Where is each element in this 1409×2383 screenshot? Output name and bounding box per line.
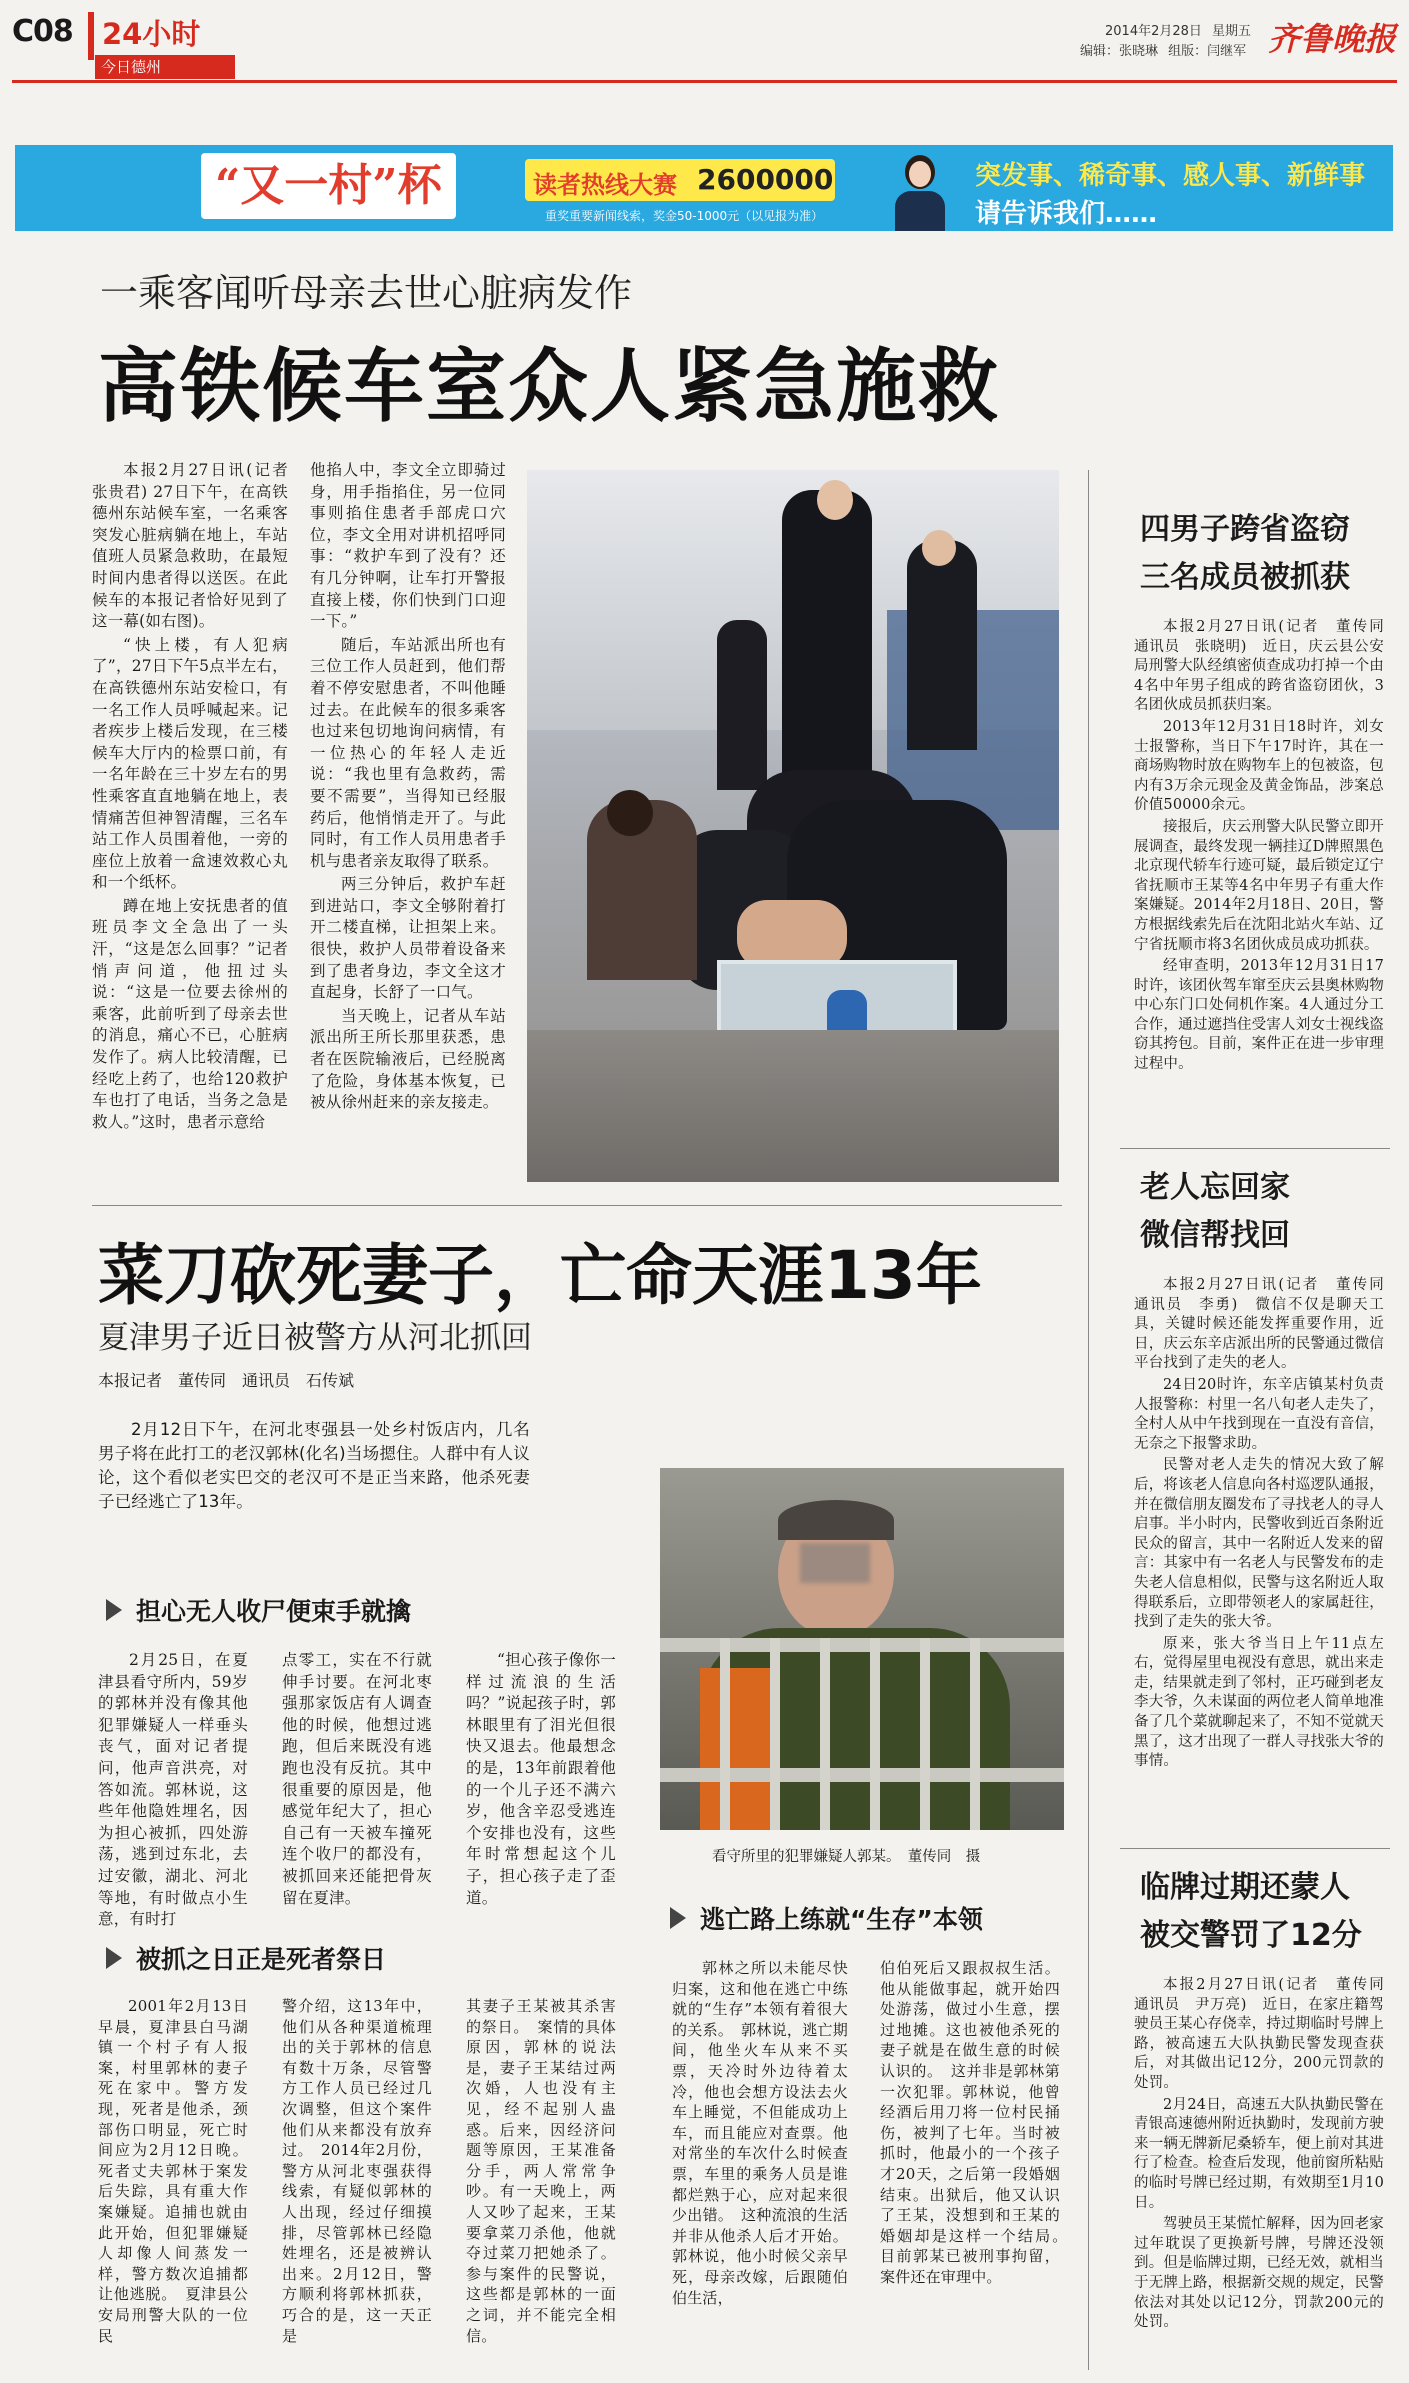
triangle-icon xyxy=(106,1599,122,1621)
header-red-bar xyxy=(88,12,94,60)
brand-logo: 齐鲁晚报 xyxy=(1268,20,1397,58)
article1-paragraph: 两三分钟后，救护车赶到进站口，李文全够附着打开二楼直梯，让担架上来。很快，救护人员带着设备来到了患者身边，李文全这才直起身，长舒了一口气。 xyxy=(310,875,506,1002)
article2-lead xyxy=(98,1418,530,1516)
sub2-column-3 xyxy=(466,1996,616,2348)
sub3-text: 郭林之所以未能尽快归案，这和他在逃亡中练就的“生存”本领有着很大的关系。 郭林说，逃亡期间，他坐火车从来不买票，天冷时外边待着太冷，他也会想方设法去火车上睡觉，不但能成功上车，而且能应对查票。他对常坐的车次什么时候查票，车里的乘务人员是谁都烂熟于心，应对起来很少出错。 这种流浪的生活并非从他杀人后才开始。郭林说，他小时候父亲早死，母亲改嫁，后跟随伯伯生活， xyxy=(672,1959,848,2307)
sidebar-title-line: 临牌过期还蒙人 xyxy=(1140,1870,1350,1905)
article2-top-rule xyxy=(92,1205,1062,1206)
sub1-text: 2月25日，在夏津县看守所内，59岁的郭林并没有像其他犯罪嫌疑人一样垂头丧气，面对记者提问，他声音洪亮，对答如流。郭林说，这些年他隐姓埋名，因为担心被抓，四处游荡，逃到过东北，去过安徽，湖北、河北等地，有时做点小生意，有时打 xyxy=(98,1651,248,1929)
sidebar-paragraph: 原来，张大爷当日上午11点左右，觉得屋里电视没有意思，就出来走走，结果就走到了邻村，正巧碰到老友李大爷，久未谋面的两位老人简单地准备了几个菜就聊起来了，不知不觉就天黑了，这才出现了一群人寻找张大爷的事情。 xyxy=(1134,1635,1384,1770)
header-date xyxy=(1105,20,1251,39)
sidebar-paragraph: 本报2月27日讯(记者 董传同 通讯员 张晓明) 近日，庆云县公安局刑警大队经缜密侦查成功打掉一个由4名中年男子组成的跨省盗窃团伙，3名团伙成员抓获归案。 xyxy=(1134,619,1399,714)
sidebar-title-line: 四男子跨省盗窃 xyxy=(1140,512,1350,547)
sub1-text: “担心孩子像你一样过流浪的生活吗？”说起孩子时，郭林眼里有了泪光但很快又退去。他最想念的是，13年前跟着他的一个儿子还不满六岁，他含辛忍受逃连个安排也没有，这些年时常想起这个儿子，担心孩子走了歪道。 xyxy=(466,1651,616,1907)
subhead-3-text: 逃亡路上练就“生存”本领 xyxy=(700,1905,983,1934)
sub1-column-1 xyxy=(98,1650,248,1933)
editor-text: 编辑：张晓琳 xyxy=(1080,44,1159,59)
sub3-column-2 xyxy=(880,1958,1076,2290)
sidebar-title-line: 微信帮找回 xyxy=(1140,1218,1290,1253)
sidebar-story-3-title xyxy=(1140,1864,1362,1960)
date-text: 2014年2月28日 xyxy=(1105,24,1202,39)
section-title: 24小时 xyxy=(102,17,201,51)
header-rule xyxy=(12,80,1397,83)
article2-lead-text: 2月12日下午，在河北枣强县一处乡村饭店内，几名男子将在此打工的老汉郭林(化名)当场摁住。人群中有人议论，这个看似老实巴交的老汉可不是正当来路，他杀死妻子已经逃亡了13年。 xyxy=(98,1420,530,1511)
subhead-2 xyxy=(106,1940,386,1976)
sub2-text: 其妻子王某被其杀害的祭日。 案情的具体原因，郭林的说法是，妻子王某结过两次婚，人也没有主见，经不起别人蛊惑。后来，因经济问题等原因，王某准备分手，两人常常争吵。有一天晚上，两人又吵了起来，王某要拿菜刀杀他，他就夺过菜刀把她杀了。参与案件的民警说，这些都是郭林的一面之词，并不能完全相信。 xyxy=(466,1997,616,2345)
sidebar-paragraph: 24日20时许，东辛店镇某村负责人报警称：村里一名八旬老人走失了，全村人从中午找到现在一直没有音信，无奈之下报警求助。 xyxy=(1134,1376,1384,1452)
article1-column-2 xyxy=(310,460,506,1116)
banner-hotline-box xyxy=(525,159,835,201)
article1-column-1 xyxy=(92,460,288,1135)
sub1-column-2 xyxy=(282,1650,432,1911)
sidebar-title-line: 老人忘回家 xyxy=(1140,1170,1290,1205)
article1-paragraph: 蹲在地上安抚患者的值班员李文全急出了一头汗，“这是怎么回事？”记者悄声问道，他扭过头说：“这是一位要去徐州的乘客，此前听到了母亲去世的消息，痛心不已，心脏病发作了。病人比较清醒，已经吃上药了，也给120救护车也打了电话，当务之急是救人。”这时，患者示意给 xyxy=(92,896,288,1131)
banner-cup-title: “又一村”杯 xyxy=(201,153,456,219)
sub2-text: 警介绍，这13年中，他们从各种渠道梳理出的关于郭林的信息有数十万条，尽管警方工作人员已经过几次调整，但这个案件他们从来都没有放弃过。 2014年2月份，警方从河北枣强获得线索，有疑似郭林的人出现，经过仔细摸排，尽管郭林已经隐姓埋名，还是被辨认出来。2月12日，警方顺利将郭林抓获，巧合的是，这一天正是 xyxy=(282,1997,432,2345)
article1-paragraph: 本报2月27日讯(记者 张贵君) 27日下午，在高铁德州东站候车室，一名乘客突发心脏病躺在地上，车站值班人员紧急救助，在最短时间内患者得以送医。在此候车的本报记者恰好见到了这一幕(如右图)。 xyxy=(92,461,288,631)
sub1-column-3 xyxy=(466,1650,616,1911)
article1-paragraph: 他掐人中，李文全立即骑过身，用手指掐住，另一位同事则掐住患者手部虎口穴位，李文全用对讲机招呼同事：“救护车到了没有？还有几分钟啊，让车打开警报直接上楼，你们快到门口迎一下。” xyxy=(310,461,506,631)
sidebar-story-3-text xyxy=(1134,1976,1399,2335)
banner-tags: 突发事、稀奇事、感人事、新鲜事 xyxy=(975,161,1366,191)
sidebar-paragraph: 驾驶员王某慌忙解释，因为回老家过年耽误了更换新号牌，号牌还没领到。但是临牌过期，已经无效，就相当于无牌上路，根据新交规的规定，民警依法对其处以记12分，罚款200元的处罚。 xyxy=(1134,2216,1384,2331)
triangle-icon xyxy=(106,1947,122,1969)
sidebar-story-1-title xyxy=(1140,506,1350,602)
sidebar-paragraph: 民警对老人走失的情况大致了解后，将该老人信息向各村巡逻队通报，并在微信朋友圈发布了寻找老人的寻人启事。半小时内，民警收到近百条附近民众的留言，其中一名附近人发来的留言：其家中有一名老人与民警发布的走失老人信息相似，民警与这名附近人取得联系后，立即带领老人的家属赶往，找到了走失的张大爷。 xyxy=(1134,1457,1384,1631)
article1-paragraph: 随后，车站派出所也有三位工作人员赶到，他们帮着不停安慰患者，不叫他睡过去。在此候车的很多乘客也过来包切地询问病情，有一位热心的年轻人走近说：“我也里有急救药，需要不需要”，当得知已经服药后，他悄悄走开了。与此同时，有工作人员用患者手机与患者亲友取得了联系。 xyxy=(310,635,506,870)
sidebar-rule xyxy=(1120,1148,1390,1149)
article1-paragraph: 当天晚上，记者从车站派出所王所长那里获悉，患者在医院输液后，已经脱离了危险，身体基本恢复，已被从徐州赶来的亲友接走。 xyxy=(310,1006,506,1112)
article2-headline: 菜刀砍死妻子，亡命天涯13年 xyxy=(98,1237,982,1314)
sidebar-paragraph: 本报2月27日讯(记者 董传同 通讯员 尹万亮) 近日，在家庄籍驾驶员王某心存侥幸，持过期临时号牌上路，被高速五大队执勤民警发现查获后，对其做出记12分，200元罚款的处罚。 xyxy=(1134,1977,1399,2091)
sidebar-paragraph: 2013年12月31日18时许，刘女士报警称，当日下午17时许，其在一商场购物时放在购物车上的包被盗，包内有3万余元现金及黄金饰品，涉案总价值50000余元。 xyxy=(1134,718,1384,814)
subhead-2-text: 被抓之日正是死者祭日 xyxy=(136,1945,387,1974)
sidebar-story-1-text xyxy=(1134,618,1399,1077)
subhead-1 xyxy=(106,1592,411,1628)
article1-headline: 高铁候车室众人紧急施救 xyxy=(98,340,1000,433)
sidebar-divider xyxy=(1088,470,1089,2370)
sub3-text: 伯伯死后又跟叔叔生活。他从能做事起，就开始四处游荡，做过小生意，摆过地摊。这也被他杀死的妻子就是在做生意的时候认识的。 这并非是郭林第一次犯罪。郭林说，他曾经酒后用刀将一位村民捅伤，被判了七年。当时被抓时，他最小的一个孩子才20天，之后第一段婚姻结束。出狱后，他又认识了王某，没想到和王某的婚姻却是这样一个结局。 目前郭某已被刑事拘留，案件还在审理中。 xyxy=(880,1959,1076,2286)
article2-byline: 本报记者 董传同 通讯员 石传斌 xyxy=(98,1371,355,1390)
hotline-banner[interactable] xyxy=(15,145,1393,231)
subsection-label: 今日德州 xyxy=(101,58,162,76)
sidebar-rule xyxy=(1120,1848,1390,1849)
sidebar-paragraph: 接报后，庆云刑警大队民警立即开展调查，最终发现一辆挂辽D牌照黑色北京现代轿车行迹可疑，最后锁定辽宁省抚顺市王某等4名中年男子有重大作案嫌疑。2014年2月18日、20日，警方根据线索先后在沈阳北站火车站、辽宁省抚顺市将3名团伙成员成功抓获。 xyxy=(1134,818,1384,953)
layout-text: 组版：闫继军 xyxy=(1168,44,1247,59)
weekday-text: 星期五 xyxy=(1212,24,1252,39)
sidebar-paragraph: 经审查明，2013年12月31日17时许，该团伙驾车窜至庆云县奥林购物中心东门口处伺机作案。4人通过分工合作，通过遮挡住受害人刘女士视线盗窃其挎包。目前，案件正在进一步审理过程中。 xyxy=(1134,958,1384,1073)
sidebar-paragraph: 2月24日，高速五大队执勤民警在青银高速德州附近执勤时，发现前方驶来一辆无牌新尼桑轿车，便上前对其进行了检查。检查后发现，他前窗所粘贴的临时号牌已经过期，有效期至1月10日。 xyxy=(1134,2096,1384,2211)
article2-subheadline: 夏津男子近日被警方从河北抓回 xyxy=(98,1320,532,1356)
sub3-column-1 xyxy=(672,1958,848,2310)
header-editors xyxy=(1080,40,1246,59)
suspect-photo xyxy=(660,1468,1064,1830)
sidebar-title-line: 被交警罚了12分 xyxy=(1140,1918,1362,1953)
suspect-photo-caption: 看守所里的犯罪嫌疑人郭某。 董传同 摄 xyxy=(712,1849,981,1865)
sidebar-story-2-text xyxy=(1134,1276,1399,1774)
article1-kicker: 一乘客闻听母亲去世心脏病发作 xyxy=(100,271,633,315)
subhead-3 xyxy=(670,1900,983,1936)
subhead-1-text: 担心无人收尸便束手就擒 xyxy=(136,1597,412,1626)
sidebar-title-line: 三名成员被抓获 xyxy=(1140,560,1350,595)
banner-invite: 请告诉我们…… xyxy=(975,199,1158,229)
sub2-column-1 xyxy=(98,1996,248,2348)
rescue-scene-photo xyxy=(527,470,1059,1182)
banner-phone: 2600000 xyxy=(697,163,834,196)
sub1-text: 点零工，实在不行就伸手讨要。在河北枣强那家饭店有人调查他的时候，他想过逃跑，但后来既没有逃跑也没有反抗。其中很重要的原因是，他感觉年纪大了，担心自己有一天被车撞死连个收尸的都没有，被抓回来还能把骨灰留在夏津。 xyxy=(282,1651,432,1907)
sidebar-story-2-title xyxy=(1140,1164,1290,1260)
page-number: C08 xyxy=(12,14,73,49)
banner-small-text: 重奖重要新闻线索，奖金50-1000元（以见报为准） xyxy=(545,209,824,223)
triangle-icon xyxy=(670,1907,686,1929)
article1-paragraph: “快上楼，有人犯病了”，27日下午5点半左右，在高铁德州东站安检口，有一名工作人员呼喊起来。记者疾步上楼后发现，在三楼候车大厅内的检票口前，有一名年龄在三十岁左右的男性乘客直直地躺在地上，表情痛苦但神智清醒，三名车站工作人员围着他，一旁的座位上放着一盒速效救心丸和一个纸杯。 xyxy=(92,635,288,892)
section-subtitle xyxy=(95,55,235,79)
sub2-text: 2001年2月13日早晨，夏津县白马湖镇一个村子有人报案，村里郭林的妻子死在家中。警方发现，死者是他杀，颈部伤口明显，死亡时间应为2月12日晚。死者丈夫郭林于案发后失踪，具有重大作案嫌疑。追捕也就由此开始，但犯罪嫌疑人却像人间蒸发一样，警方数次追捕都让他逃脱。 夏津县公安局刑警大队的一位民 xyxy=(98,1997,248,2345)
sidebar-paragraph: 本报2月27日讯(记者 董传同 通讯员 李勇) 微信不仅是聊天工具，关键时候还能发挥重要作用，近日，庆云东辛店派出所的民警通过微信平台找到了走失的老人。 xyxy=(1134,1277,1399,1372)
sub2-column-2 xyxy=(282,1996,432,2348)
operator-figure xyxy=(885,151,955,231)
banner-hotline-label: 读者热线大赛 xyxy=(533,171,677,199)
